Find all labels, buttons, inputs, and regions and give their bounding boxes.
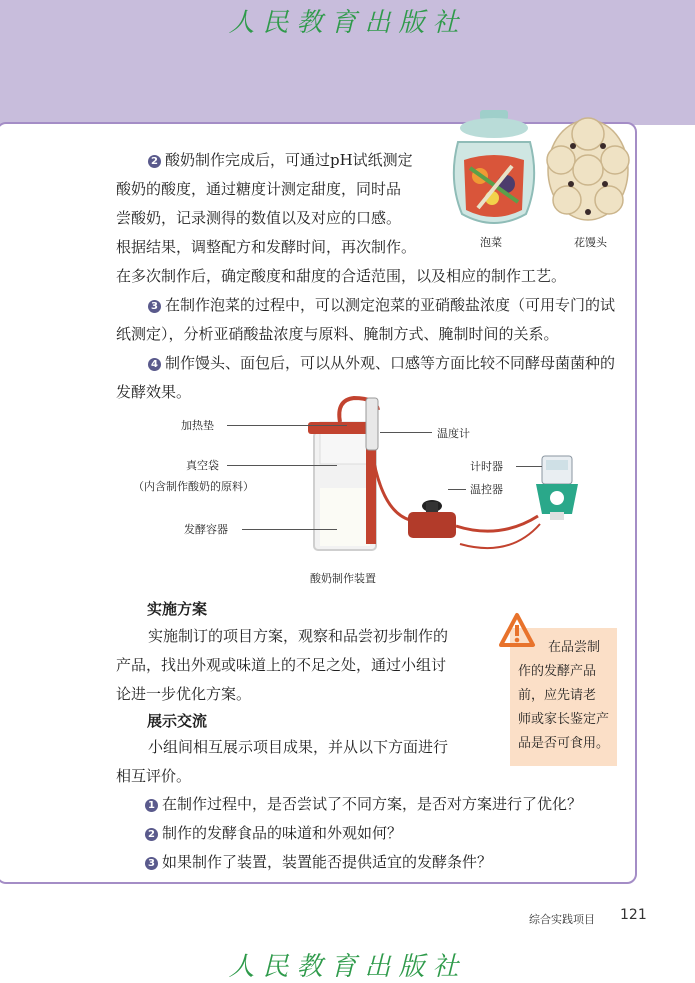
flower-bun-image [545, 112, 631, 228]
safety-warning-box: 在品尝制 作的发酵产品 前，应先请老 师或家长鉴定产 品是否可食用。 [510, 628, 617, 766]
thermostat-label: 温控器 [470, 483, 503, 496]
showcase-text: 小组间相互展示项目成果，并从以下方面进行 相互评价。 [116, 738, 449, 785]
apparatus-caption: 酸奶制作装置 [310, 572, 376, 585]
step-number-badge: 1 [145, 799, 158, 812]
publisher-logo-bottom: 人民教育出版社 [228, 952, 467, 982]
implementation-text: 实施制订的项目方案，观察和品尝初步制作的 产品，找出外观或味道上的不足之处，通过小组讨 论进一步优化方案。 [116, 627, 449, 703]
paragraph-pickle: 3 在制作泡菜的过程中，可以测定泡菜的亚硝酸盐浓度（可用专门的试纸测定），分析亚硝酸盐浓度与原料、腌制方式、腌制时间的关系。 [116, 296, 616, 343]
paragraph-acidity-cont: 在多次制作后，确定酸度和甜度的合适范围，以及相应的制作工艺。 [116, 267, 567, 285]
step-number-badge: 2 [148, 155, 161, 168]
vacuum-bag-note: （内含制作酸奶的原料） [133, 480, 254, 493]
warning-triangle-icon [498, 612, 536, 650]
step-number-badge: 3 [148, 300, 161, 313]
step-number-badge: 3 [145, 857, 158, 870]
pickle-jar-image [448, 110, 540, 232]
step-number-badge: 2 [145, 828, 158, 841]
vacuum-bag-leader [227, 465, 337, 466]
heating-pad-label: 加热垫 [181, 419, 214, 432]
showcase-heading: 展示交流 [147, 712, 208, 730]
thermometer-leader [380, 432, 432, 433]
evaluation-questions [145, 790, 625, 877]
list-item: 2 制作的发酵食品的味道和外观如何？ [145, 819, 625, 848]
list-item: 1 在制作过程中，是否尝试了不同方案，是否对方案进行了优化？ [145, 790, 625, 819]
list-item: 3 如果制作了装置，装置能否提供适宜的发酵条件？ [145, 848, 625, 877]
paragraph-bread: 4 制作馒头、面包后，可以从外观、口感等方面比较不同酵母菌菌种的发酵效果。 [116, 354, 616, 401]
bun-caption: 花馒头 [574, 236, 607, 249]
paragraph-acidity: 2 酸奶制作完成后，可通过pH试纸测定 酸奶的酸度，通过糖度计测定甜度，同时品 尝酸奶，记录测得的数值以及对应的口感。 根据结果，调整配方和发酵时间，再次制作。 [116, 151, 417, 256]
timer-leader [516, 466, 542, 467]
step-number-badge: 4 [148, 358, 161, 371]
footer-section-label: 综合实践项目 [529, 913, 595, 926]
publisher-logo-top: 人民教育出版社 [228, 8, 467, 38]
vacuum-bag-label: 真空袋 [186, 459, 219, 472]
page-number: 121 [620, 907, 647, 923]
yogurt-apparatus-image [300, 392, 600, 564]
container-label: 发酵容器 [184, 523, 228, 536]
thermometer-label: 温度计 [437, 427, 470, 440]
pickle-caption: 泡菜 [480, 236, 502, 249]
heating-pad-leader [227, 425, 347, 426]
thermostat-leader [448, 489, 466, 490]
container-leader [242, 529, 337, 530]
implementation-heading: 实施方案 [147, 600, 208, 618]
timer-label: 计时器 [470, 460, 503, 473]
